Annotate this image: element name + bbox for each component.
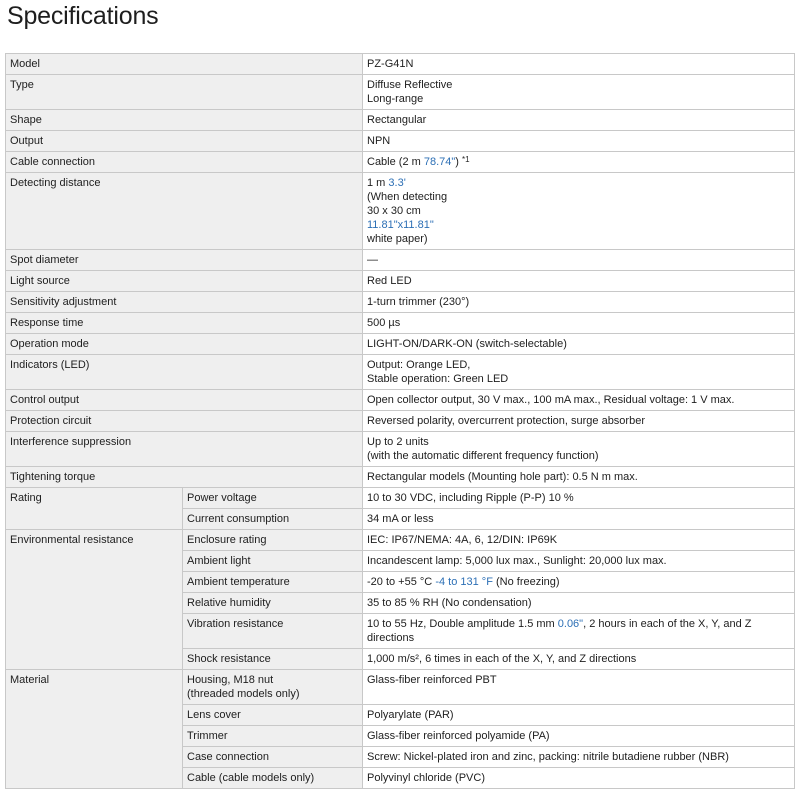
table-row: [6, 313, 795, 334]
spec-value: [363, 572, 795, 593]
table-row: [6, 488, 795, 509]
spec-sub-label: [183, 670, 363, 705]
spec-value-line: Stable operation: Green LED: [367, 373, 509, 385]
spec-label: Sensitivity adjustment: [6, 292, 363, 313]
spec-label: Type: [6, 75, 363, 110]
spec-label: Indicators (LED): [6, 355, 363, 390]
table-row: [6, 292, 795, 313]
spec-sub-label: Trimmer: [183, 726, 363, 747]
table-row: [6, 110, 795, 131]
spec-value-line: white paper): [367, 233, 428, 245]
spec-label: Tightening torque: [6, 467, 363, 488]
spec-value: [363, 75, 795, 110]
spec-value: PZ-G41N: [363, 54, 795, 75]
spec-sub-label: Case connection: [183, 747, 363, 768]
spec-label: Model: [6, 54, 363, 75]
table-row: [6, 411, 795, 432]
spec-value: —: [363, 250, 795, 271]
spec-value: Open collector output, 30 V max., 100 mA max., Residual voltage: 1 V max.: [363, 390, 795, 411]
value-text: 10 to 55 Hz, Double amplitude 1.5 mm: [367, 618, 558, 630]
spec-sub-label: Ambient light: [183, 551, 363, 572]
spec-group-label: Rating: [6, 488, 183, 530]
specifications-table: [5, 53, 795, 789]
spec-value-line: 30 x 30 cm: [367, 205, 421, 217]
spec-label: Light source: [6, 271, 363, 292]
table-row: [6, 173, 795, 250]
spec-sub-label: Cable (cable models only): [183, 768, 363, 789]
spec-value: [363, 355, 795, 390]
spec-sub-label: Power voltage: [183, 488, 363, 509]
spec-value-line: Up to 2 units: [367, 436, 429, 448]
spec-value: Polyarylate (PAR): [363, 705, 795, 726]
spec-sub-label: Lens cover: [183, 705, 363, 726]
spec-value: Red LED: [363, 271, 795, 292]
spec-value-line: (with the automatic different frequency function): [367, 450, 599, 462]
spec-value: Reversed polarity, overcurrent protection, surge absorber: [363, 411, 795, 432]
spec-value: 10 to 30 VDC, including Ripple (P-P) 10 %: [363, 488, 795, 509]
footnote-mark: *1: [462, 155, 470, 164]
spec-sub-label-line: (threaded models only): [187, 688, 300, 700]
spec-sub-label: Relative humidity: [183, 593, 363, 614]
spec-value: NPN: [363, 131, 795, 152]
spec-sub-label: Enclosure rating: [183, 530, 363, 551]
value-text: Cable (2 m: [367, 156, 424, 168]
spec-label: Cable connection: [6, 152, 363, 173]
page-title: Specifications: [7, 2, 159, 30]
spec-value-line: [367, 176, 790, 190]
spec-label: Control output: [6, 390, 363, 411]
spec-label: Output: [6, 131, 363, 152]
spec-value: Rectangular models (Mounting hole part): 0.5 N m max.: [363, 467, 795, 488]
value-text: 1 m: [367, 177, 389, 189]
table-row: [6, 467, 795, 488]
table-row: [6, 152, 795, 173]
spec-sub-label: Vibration resistance: [183, 614, 363, 649]
spec-value: 1,000 m/s², 6 times in each of the X, Y, and Z directions: [363, 649, 795, 670]
imperial-unit: 0.06": [557, 618, 584, 630]
spec-label: Shape: [6, 110, 363, 131]
spec-value: Glass-fiber reinforced PBT: [363, 670, 795, 705]
spec-sub-label: Ambient temperature: [183, 572, 363, 593]
spec-value: [363, 614, 795, 649]
spec-value: [363, 173, 795, 250]
spec-label: Operation mode: [6, 334, 363, 355]
spec-value: Polyvinyl chloride (PVC): [363, 768, 795, 789]
value-text: (No freezing): [492, 576, 560, 588]
spec-value: [363, 432, 795, 467]
spec-value-line: Diffuse Reflective: [367, 79, 453, 91]
table-row: [6, 432, 795, 467]
table-row: [6, 334, 795, 355]
value-text: ): [455, 156, 459, 168]
spec-value: IEC: IP67/NEMA: 4A, 6, 12/DIN: IP69K: [363, 530, 795, 551]
spec-label: Response time: [6, 313, 363, 334]
spec-label: Protection circuit: [6, 411, 363, 432]
table-row: [6, 670, 795, 705]
spec-value: Incandescent lamp: 5,000 lux max., Sunlight: 20,000 lux max.: [363, 551, 795, 572]
table-row: [6, 271, 795, 292]
spec-value: Glass-fiber reinforced polyamide (PA): [363, 726, 795, 747]
value-text: , 2 hours in each of the X, Y, and Z directions: [367, 618, 752, 644]
spec-value: Screw: Nickel-plated iron and zinc, packing: nitrile butadiene rubber (NBR): [363, 747, 795, 768]
table-row: [6, 75, 795, 110]
spec-value: [363, 152, 795, 173]
imperial-unit: 11.81"x11.81": [367, 219, 434, 231]
table-row: [6, 355, 795, 390]
spec-value-line: Long-range: [367, 93, 424, 105]
spec-label: Spot diameter: [6, 250, 363, 271]
spec-label: Interference suppression: [6, 432, 363, 467]
table-row: [6, 390, 795, 411]
table-row: [6, 530, 795, 551]
spec-value: 1-turn trimmer (230°): [363, 292, 795, 313]
table-row: [6, 250, 795, 271]
spec-group-label: Environmental resistance: [6, 530, 183, 670]
spec-value: Rectangular: [363, 110, 795, 131]
spec-value: 500 µs: [363, 313, 795, 334]
value-text: -20 to +55 °C: [367, 576, 436, 588]
spec-value: 34 mA or less: [363, 509, 795, 530]
spec-sub-label: Current consumption: [183, 509, 363, 530]
spec-value: 35 to 85 % RH (No condensation): [363, 593, 795, 614]
spec-sub-label-line: Housing, M18 nut: [187, 674, 274, 686]
spec-value-line: Output: Orange LED,: [367, 359, 471, 371]
spec-value: LIGHT-ON/DARK-ON (switch-selectable): [363, 334, 795, 355]
imperial-unit: -4 to 131 °F: [435, 576, 493, 588]
imperial-unit: 78.74": [423, 156, 456, 168]
spec-label: Detecting distance: [6, 173, 363, 250]
spec-group-label: Material: [6, 670, 183, 789]
imperial-unit: 3.3': [388, 177, 406, 189]
spec-value-line: (When detecting: [367, 191, 448, 203]
table-row: [6, 54, 795, 75]
table-row: [6, 131, 795, 152]
spec-sub-label: Shock resistance: [183, 649, 363, 670]
